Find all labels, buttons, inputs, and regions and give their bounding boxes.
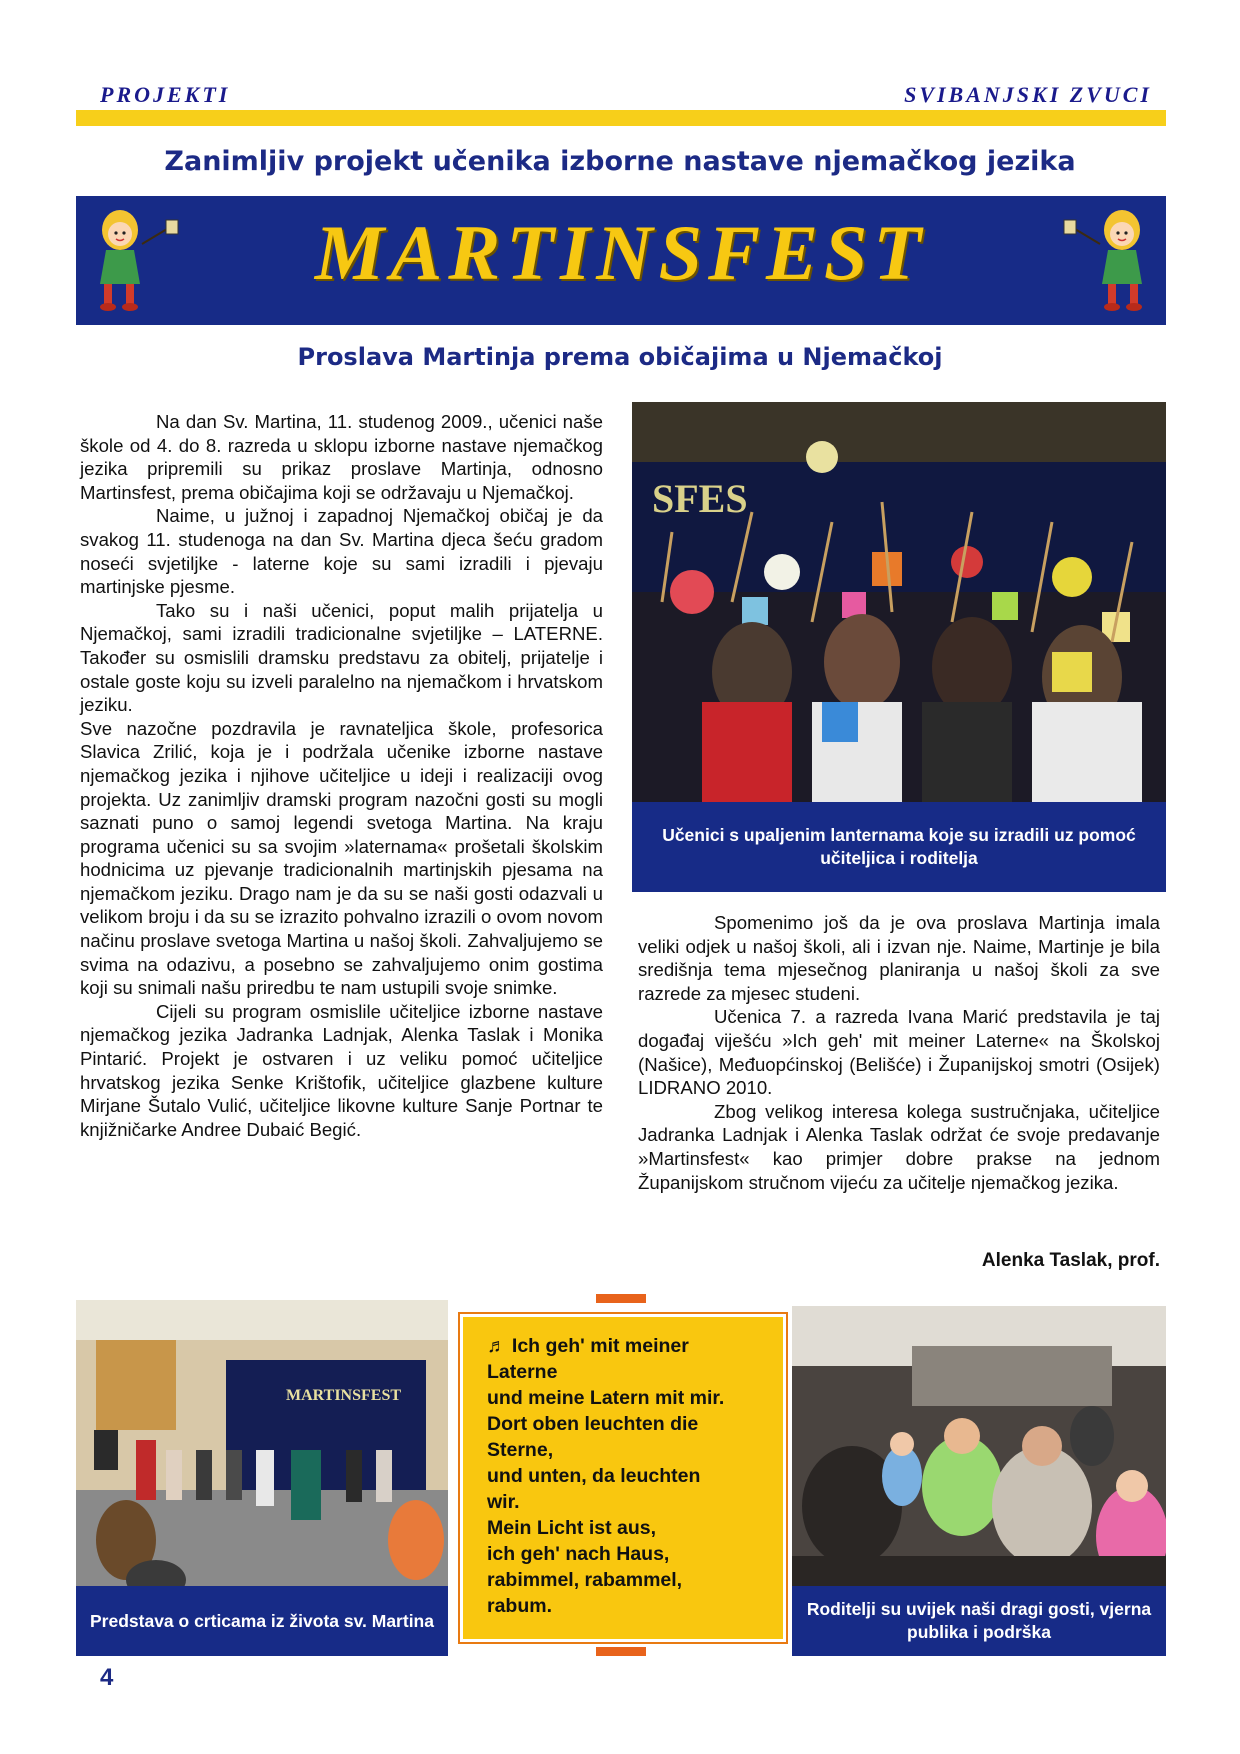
paragraph: Učenica 7. a razreda Ivana Marić predstavila je taj događaj viješću »Ich geh' mit meiner Laterne« na Školskoj (Našice), Međuopćinskoj (Belišće) i Županijskoj smotri (Osijek) LIDRANO 2010.	[638, 1006, 1160, 1099]
header-divider	[76, 110, 1166, 126]
lantern-photo-caption: Učenici s upaljenim lanternama koje su izradili uz pomoć učiteljica i roditelja	[632, 802, 1166, 892]
paragraph: Naime, u južnoj i zapadnoj Njemačkoj običaj je da svakog 11. studenoga na dan Sv. Martina djeca šeću gradom noseći svjetiljke - laterne koje su sami izradili i pjevaju martinjske pjesme.	[80, 505, 603, 598]
paragraph: Sve nazočne pozdravila je ravnateljica škole, profesorica Slavica Zrilić, koja je i podržala učenike izborne nastave njemačkog jezika i njihove učiteljice u ideji i realizaciji ovog projekta. Uz zanimljiv dramski program nazočni gosti su mogli saznati puno o samoj legendi svetoga Martina. Na kraju programa učenici su sa svojim »laternama« prošetali školskim hodnicima uz pjevanje tradicionalnih martinjskih pjesama na njemačkom jeziku. Drago nam je da su se naši gosti odazvali u velikom broju i da su se izrazito pohvalno izrazili o ovom novom načinu proslave svetoga Martina u našoj školi. Zahvaljujemo se svima na odazivu, a posebno se zahvaljujemo onim gostima koji su snimali našu priredbu te nam ustupili svoje snimke.	[80, 717, 603, 999]
stage-backdrop-text: MARTINSFEST	[286, 1387, 402, 1404]
song-line: ♬ Ich geh' mit meiner	[487, 1335, 689, 1357]
stage-photo	[76, 1300, 448, 1586]
song-line: wir.	[487, 1491, 520, 1513]
article-author: Alenka Taslak, prof.	[981, 1250, 1160, 1271]
paragraph: Tako su i naši učenici, poput malih prijatelja u Njemačkoj, sami izradili tradicionalne svjetiljke – LATERNE. Također su osmislili dramsku predstavu za obitelj, prijatelje i ostale goste koju su izveli paralelno na njemačkom i hrvatskom jeziku.	[80, 599, 603, 716]
song-line: Dort oben leuchten die	[487, 1413, 699, 1435]
song-line: und meine Latern mit mir.	[487, 1387, 725, 1409]
song-lyrics-box	[460, 1314, 786, 1642]
song-box-tab	[596, 1647, 646, 1656]
section-label: PROJEKTI	[100, 82, 231, 107]
banner-title: MARTINSFEST	[314, 209, 928, 296]
paragraph: Spomenimo još da je ova proslava Martinja imala veliki odjek u našoj školi, ali i izvan nje. Naime, Martinje je bila središnja tema mjesečnog planiranja u našoj školi za sve razrede za mjesec studeni.	[638, 912, 1160, 1004]
song-line: Laterne	[487, 1361, 558, 1383]
song-line: Mein Licht ist aus,	[487, 1517, 657, 1539]
left-text-column	[80, 410, 603, 1141]
page-number: 4	[100, 1664, 114, 1691]
lantern-photo	[632, 402, 1166, 802]
audience-photo	[792, 1306, 1166, 1586]
right-text-column	[638, 911, 1160, 1194]
song-lyrics	[487, 1333, 769, 1619]
song-line: und unten, da leuchten	[487, 1465, 701, 1487]
backdrop-letters: SFES	[652, 476, 748, 521]
paragraph: Na dan Sv. Martina, 11. studenog 2009., učenici naše škole od 4. do 8. razreda u sklopu izborne nastave njemačkog jezika pripremili su prikaz proslave Martinja, odnosno Martinsfest, prema običajima koji se održavaju u Njemačkoj.	[80, 411, 603, 503]
article-title: Zanimljiv projekt učenika izborne nastave njemačkog jezika	[164, 146, 1076, 177]
girl-with-lantern-icon	[1062, 206, 1152, 316]
martinsfest-banner	[76, 196, 1166, 325]
song-line: rabimmel, rabammel,	[487, 1569, 683, 1591]
paragraph: Zbog velikog interesa kolega sustručnjaka, učiteljice Jadranka Ladnjak i Alenka Taslak održat će svoje predavanje »Martinsfest« kao primjer dobre prakse na jednom Županijskom stručnom vijeću za učitelje njemačkog jezika.	[638, 1100, 1160, 1193]
article-subtitle: Proslava Martinja prema običajima u Njemačkoj	[297, 343, 943, 371]
song-box-tab	[596, 1294, 646, 1303]
song-line: Sterne,	[487, 1439, 554, 1461]
publication-name: SVIBANJSKI ZVUCI	[904, 82, 1152, 107]
song-line: rabum.	[487, 1595, 553, 1617]
stage-photo-caption: Predstava o crticama iz života sv. Martina	[76, 1586, 448, 1656]
paragraph: Cijeli su program osmislile učiteljice izborne nastave njemačkog jezika Jadranka Ladnjak, Alenka Taslak i Monika Pintarić. Projekt je ostvaren i uz veliku pomoć učiteljice hrvatskog jezika Senke Krištofik, učiteljice glazbene kulture Mirjane Šutalo Vulić, učiteljice likovne kulture Sanje Portnar te knjižničarke Andree Dubaić Begić.	[80, 1000, 603, 1140]
song-line: ich geh' nach Haus,	[487, 1543, 670, 1565]
audience-photo-caption: Roditelji su uvijek naši dragi gosti, vjerna publika i podrška	[792, 1586, 1166, 1656]
